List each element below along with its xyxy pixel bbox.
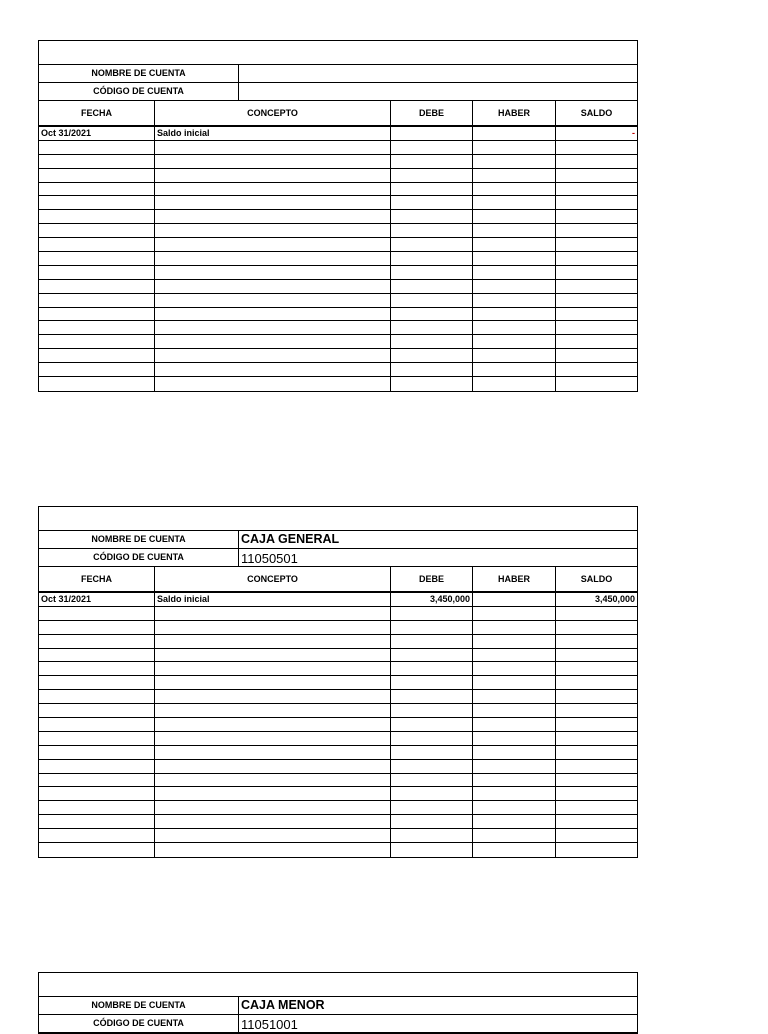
cell-fecha[interactable] bbox=[39, 704, 155, 717]
table-row bbox=[39, 607, 637, 621]
cell-saldo[interactable] bbox=[556, 252, 637, 265]
cell-debe[interactable] bbox=[391, 141, 473, 154]
codigo-row bbox=[39, 83, 637, 101]
cell-debe[interactable] bbox=[391, 718, 473, 731]
table-row bbox=[39, 252, 637, 266]
table-row bbox=[39, 760, 637, 774]
table-row bbox=[39, 843, 637, 857]
cell-fecha[interactable] bbox=[39, 377, 155, 391]
cell-haber[interactable] bbox=[473, 280, 556, 293]
cell-debe[interactable] bbox=[391, 280, 473, 293]
cell-debe[interactable] bbox=[391, 169, 473, 182]
table-row bbox=[39, 774, 637, 788]
codigo-label: CÓDIGO DE CUENTA bbox=[39, 549, 239, 566]
table-row bbox=[39, 676, 637, 690]
cell-haber[interactable] bbox=[473, 746, 556, 759]
cell-concepto[interactable] bbox=[155, 704, 391, 717]
cell-saldo[interactable] bbox=[556, 183, 637, 196]
cell-debe[interactable] bbox=[391, 676, 473, 689]
cell-debe[interactable] bbox=[391, 801, 473, 814]
table-row bbox=[39, 635, 637, 649]
ledger-rows bbox=[39, 127, 637, 391]
cell-debe[interactable] bbox=[391, 649, 473, 662]
cell-concepto[interactable] bbox=[155, 732, 391, 745]
cell-debe[interactable] bbox=[391, 843, 473, 857]
cell-saldo[interactable] bbox=[556, 321, 637, 334]
cell-debe[interactable] bbox=[391, 349, 473, 362]
cell-haber[interactable] bbox=[473, 155, 556, 168]
cell-debe[interactable] bbox=[391, 252, 473, 265]
cell-saldo[interactable] bbox=[556, 718, 637, 731]
cell-concepto[interactable] bbox=[155, 252, 391, 265]
nombre-row bbox=[39, 65, 637, 83]
cell-debe[interactable] bbox=[391, 774, 473, 787]
cell-haber[interactable] bbox=[473, 321, 556, 334]
cell-fecha[interactable] bbox=[39, 224, 155, 237]
cell-debe[interactable] bbox=[391, 815, 473, 828]
cell-saldo[interactable] bbox=[556, 335, 637, 348]
cell-concepto[interactable] bbox=[155, 183, 391, 196]
cell-saldo[interactable] bbox=[556, 349, 637, 362]
cell-saldo[interactable] bbox=[556, 690, 637, 703]
cell-haber[interactable] bbox=[473, 690, 556, 703]
cell-saldo[interactable] bbox=[556, 266, 637, 279]
header-concepto: CONCEPTO bbox=[155, 101, 391, 125]
cell-concepto[interactable] bbox=[155, 280, 391, 293]
cell-haber[interactable] bbox=[473, 377, 556, 391]
cell-saldo[interactable] bbox=[556, 377, 637, 391]
codigo-label: CÓDIGO DE CUENTA bbox=[39, 1015, 239, 1032]
cell-debe[interactable] bbox=[391, 238, 473, 251]
cell-concepto[interactable] bbox=[155, 662, 391, 675]
cell-concepto[interactable] bbox=[155, 607, 391, 620]
cell-debe[interactable] bbox=[391, 321, 473, 334]
ledger-3 bbox=[38, 972, 638, 1034]
ledger-title-row bbox=[39, 507, 637, 531]
cell-haber[interactable] bbox=[473, 294, 556, 307]
cell-saldo[interactable] bbox=[556, 704, 637, 717]
table-row bbox=[39, 363, 637, 377]
cell-fecha[interactable] bbox=[39, 308, 155, 321]
cell-haber[interactable] bbox=[473, 210, 556, 223]
cell-haber[interactable] bbox=[473, 635, 556, 648]
cell-fecha[interactable] bbox=[39, 169, 155, 182]
cell-saldo[interactable] bbox=[556, 635, 637, 648]
header-haber: HABER bbox=[473, 101, 556, 125]
codigo-row bbox=[39, 549, 637, 567]
cell-haber[interactable] bbox=[473, 238, 556, 251]
table-row bbox=[39, 690, 637, 704]
cell-fecha[interactable] bbox=[39, 649, 155, 662]
cell-haber[interactable] bbox=[473, 760, 556, 773]
table-row bbox=[39, 321, 637, 335]
header-fecha: FECHA bbox=[39, 101, 155, 125]
cell-fecha[interactable]: Oct 31/2021 bbox=[39, 127, 155, 140]
cell-concepto[interactable] bbox=[155, 294, 391, 307]
cell-haber[interactable] bbox=[473, 649, 556, 662]
table-row bbox=[39, 621, 637, 635]
table-row bbox=[39, 787, 637, 801]
cell-concepto[interactable] bbox=[155, 760, 391, 773]
cell-fecha[interactable] bbox=[39, 321, 155, 334]
cell-fecha[interactable] bbox=[39, 843, 155, 857]
cell-haber[interactable] bbox=[473, 308, 556, 321]
table-row bbox=[39, 127, 637, 141]
cell-haber[interactable] bbox=[473, 676, 556, 689]
cell-haber[interactable] bbox=[473, 252, 556, 265]
cell-saldo[interactable] bbox=[556, 801, 637, 814]
cell-saldo[interactable] bbox=[556, 662, 637, 675]
nombre-label: NOMBRE DE CUENTA bbox=[39, 997, 239, 1014]
cell-fecha[interactable] bbox=[39, 801, 155, 814]
table-row bbox=[39, 732, 637, 746]
cell-concepto[interactable] bbox=[155, 238, 391, 251]
cell-haber[interactable] bbox=[473, 843, 556, 857]
cell-debe[interactable] bbox=[391, 335, 473, 348]
table-row bbox=[39, 377, 637, 391]
cell-fecha[interactable] bbox=[39, 774, 155, 787]
cell-concepto[interactable] bbox=[155, 335, 391, 348]
column-header-row bbox=[39, 567, 637, 593]
table-row bbox=[39, 141, 637, 155]
cell-debe[interactable] bbox=[391, 127, 473, 140]
cell-fecha[interactable] bbox=[39, 718, 155, 731]
codigo-label: CÓDIGO DE CUENTA bbox=[39, 83, 239, 100]
cell-concepto[interactable] bbox=[155, 196, 391, 209]
cell-fecha[interactable] bbox=[39, 732, 155, 745]
cell-concepto[interactable] bbox=[155, 635, 391, 648]
cell-concepto[interactable] bbox=[155, 676, 391, 689]
cell-debe[interactable] bbox=[391, 662, 473, 675]
cell-haber[interactable] bbox=[473, 141, 556, 154]
cell-saldo[interactable] bbox=[556, 774, 637, 787]
cell-haber[interactable] bbox=[473, 335, 556, 348]
cell-concepto[interactable] bbox=[155, 801, 391, 814]
table-row bbox=[39, 718, 637, 732]
cell-concepto[interactable] bbox=[155, 787, 391, 800]
cell-saldo[interactable] bbox=[556, 210, 637, 223]
cell-fecha[interactable] bbox=[39, 746, 155, 759]
cell-fecha[interactable] bbox=[39, 829, 155, 842]
table-row bbox=[39, 746, 637, 760]
nombre-row bbox=[39, 531, 637, 549]
cell-haber[interactable] bbox=[473, 801, 556, 814]
cell-debe[interactable] bbox=[391, 787, 473, 800]
cell-fecha[interactable] bbox=[39, 662, 155, 675]
cell-saldo[interactable] bbox=[556, 787, 637, 800]
cell-saldo[interactable] bbox=[556, 746, 637, 759]
cell-fecha[interactable] bbox=[39, 252, 155, 265]
table-row bbox=[39, 349, 637, 363]
table-row bbox=[39, 662, 637, 676]
nombre-value[interactable]: CAJA MENOR bbox=[241, 998, 325, 1012]
cell-haber[interactable] bbox=[473, 169, 556, 182]
cell-debe[interactable] bbox=[391, 224, 473, 237]
cell-concepto[interactable] bbox=[155, 690, 391, 703]
table-row bbox=[39, 196, 637, 210]
cell-debe[interactable] bbox=[391, 607, 473, 620]
codigo-row bbox=[39, 1015, 637, 1033]
cell-saldo[interactable] bbox=[556, 649, 637, 662]
cell-concepto[interactable] bbox=[155, 224, 391, 237]
cell-fecha[interactable] bbox=[39, 690, 155, 703]
cell-concepto[interactable] bbox=[155, 266, 391, 279]
cell-haber[interactable] bbox=[473, 183, 556, 196]
cell-saldo[interactable] bbox=[556, 155, 637, 168]
cell-concepto[interactable] bbox=[155, 321, 391, 334]
cell-fecha[interactable] bbox=[39, 621, 155, 634]
cell-concepto[interactable] bbox=[155, 815, 391, 828]
nombre-value[interactable] bbox=[239, 65, 637, 82]
cell-saldo[interactable] bbox=[556, 141, 637, 154]
cell-concepto[interactable] bbox=[155, 718, 391, 731]
cell-haber[interactable] bbox=[473, 127, 556, 140]
ledger-rows bbox=[39, 593, 637, 857]
cell-concepto[interactable] bbox=[155, 210, 391, 223]
table-row bbox=[39, 169, 637, 183]
cell-haber[interactable] bbox=[473, 363, 556, 376]
codigo-value[interactable]: 11051001 bbox=[241, 1017, 298, 1032]
table-row bbox=[39, 266, 637, 280]
cell-concepto[interactable] bbox=[155, 349, 391, 362]
table-row bbox=[39, 829, 637, 843]
ledger-title-row bbox=[39, 41, 637, 65]
cell-saldo[interactable]: - bbox=[632, 128, 635, 138]
cell-saldo[interactable] bbox=[556, 363, 637, 376]
cell-fecha[interactable] bbox=[39, 363, 155, 376]
ledger-1 bbox=[38, 40, 638, 392]
cell-debe[interactable] bbox=[391, 732, 473, 745]
cell-fecha[interactable] bbox=[39, 238, 155, 251]
cell-debe[interactable] bbox=[391, 377, 473, 391]
cell-concepto[interactable] bbox=[155, 746, 391, 759]
cell-debe[interactable]: 3,450,000 bbox=[391, 593, 473, 606]
cell-haber[interactable] bbox=[473, 787, 556, 800]
cell-concepto[interactable] bbox=[155, 169, 391, 182]
cell-fecha[interactable] bbox=[39, 294, 155, 307]
cell-saldo[interactable]: 3,450,000 bbox=[594, 594, 635, 604]
cell-debe[interactable] bbox=[391, 210, 473, 223]
cell-debe[interactable] bbox=[391, 635, 473, 648]
nombre-label: NOMBRE DE CUENTA bbox=[39, 65, 239, 82]
table-row bbox=[39, 183, 637, 197]
table-row bbox=[39, 210, 637, 224]
cell-concepto[interactable] bbox=[155, 141, 391, 154]
cell-fecha[interactable] bbox=[39, 155, 155, 168]
cell-haber[interactable] bbox=[473, 774, 556, 787]
cell-debe[interactable] bbox=[391, 690, 473, 703]
cell-haber[interactable] bbox=[473, 704, 556, 717]
cell-fecha[interactable] bbox=[39, 787, 155, 800]
cell-fecha[interactable] bbox=[39, 210, 155, 223]
cell-fecha[interactable] bbox=[39, 676, 155, 689]
cell-fecha[interactable] bbox=[39, 607, 155, 620]
cell-debe[interactable] bbox=[391, 621, 473, 634]
cell-fecha[interactable] bbox=[39, 280, 155, 293]
cell-fecha[interactable] bbox=[39, 635, 155, 648]
ledger-2 bbox=[38, 506, 638, 858]
cell-fecha[interactable] bbox=[39, 141, 155, 154]
table-row bbox=[39, 704, 637, 718]
cell-fecha[interactable] bbox=[39, 266, 155, 279]
header-debe: DEBE bbox=[391, 101, 473, 125]
cell-debe[interactable] bbox=[391, 704, 473, 717]
table-row bbox=[39, 801, 637, 815]
cell-fecha[interactable] bbox=[39, 196, 155, 209]
cell-haber[interactable] bbox=[473, 662, 556, 675]
cell-fecha[interactable]: Oct 31/2021 bbox=[39, 593, 155, 606]
codigo-value[interactable] bbox=[239, 83, 637, 100]
cell-fecha[interactable] bbox=[39, 349, 155, 362]
cell-debe[interactable] bbox=[391, 196, 473, 209]
cell-concepto[interactable] bbox=[155, 829, 391, 842]
cell-saldo[interactable] bbox=[556, 676, 637, 689]
header-debe: DEBE bbox=[391, 567, 473, 591]
nombre-label: NOMBRE DE CUENTA bbox=[39, 531, 239, 548]
cell-debe[interactable] bbox=[391, 155, 473, 168]
table-row bbox=[39, 649, 637, 663]
cell-saldo[interactable] bbox=[556, 607, 637, 620]
table-row bbox=[39, 224, 637, 238]
cell-debe[interactable] bbox=[391, 183, 473, 196]
cell-saldo[interactable] bbox=[556, 732, 637, 745]
nombre-value[interactable]: CAJA GENERAL bbox=[241, 532, 340, 546]
cell-saldo[interactable] bbox=[556, 224, 637, 237]
cell-debe[interactable] bbox=[391, 363, 473, 376]
cell-debe[interactable] bbox=[391, 308, 473, 321]
table-row bbox=[39, 815, 637, 829]
cell-debe[interactable] bbox=[391, 760, 473, 773]
header-concepto: CONCEPTO bbox=[155, 567, 391, 591]
cell-debe[interactable] bbox=[391, 746, 473, 759]
cell-saldo[interactable] bbox=[556, 238, 637, 251]
cell-concepto[interactable] bbox=[155, 621, 391, 634]
cell-saldo[interactable] bbox=[556, 760, 637, 773]
cell-saldo[interactable] bbox=[556, 815, 637, 828]
cell-concepto[interactable] bbox=[155, 377, 391, 391]
cell-debe[interactable] bbox=[391, 266, 473, 279]
header-haber: HABER bbox=[473, 567, 556, 591]
cell-saldo[interactable] bbox=[556, 169, 637, 182]
table-row bbox=[39, 280, 637, 294]
table-row bbox=[39, 593, 637, 607]
cell-debe[interactable] bbox=[391, 294, 473, 307]
cell-haber[interactable] bbox=[473, 266, 556, 279]
cell-haber[interactable] bbox=[473, 593, 556, 606]
cell-haber[interactable] bbox=[473, 196, 556, 209]
cell-haber[interactable] bbox=[473, 607, 556, 620]
cell-concepto[interactable] bbox=[155, 155, 391, 168]
cell-concepto[interactable] bbox=[155, 363, 391, 376]
cell-fecha[interactable] bbox=[39, 815, 155, 828]
ledger-title-row bbox=[39, 973, 637, 997]
cell-haber[interactable] bbox=[473, 224, 556, 237]
cell-haber[interactable] bbox=[473, 732, 556, 745]
column-header-row bbox=[39, 101, 637, 127]
cell-saldo[interactable] bbox=[556, 829, 637, 842]
header-saldo: SALDO bbox=[580, 108, 613, 118]
cell-concepto[interactable]: Saldo inicial bbox=[155, 593, 391, 606]
table-row bbox=[39, 335, 637, 349]
cell-haber[interactable] bbox=[473, 829, 556, 842]
cell-saldo[interactable] bbox=[556, 308, 637, 321]
table-row bbox=[39, 238, 637, 252]
cell-saldo[interactable] bbox=[556, 196, 637, 209]
table-row bbox=[39, 308, 637, 322]
cell-fecha[interactable] bbox=[39, 335, 155, 348]
cell-concepto[interactable] bbox=[155, 774, 391, 787]
header-saldo: SALDO bbox=[580, 574, 613, 584]
cell-saldo[interactable] bbox=[556, 843, 637, 857]
cell-haber[interactable] bbox=[473, 718, 556, 731]
cell-concepto[interactable] bbox=[155, 308, 391, 321]
cell-fecha[interactable] bbox=[39, 183, 155, 196]
cell-haber[interactable] bbox=[473, 815, 556, 828]
cell-concepto[interactable]: Saldo inicial bbox=[155, 127, 391, 140]
table-row bbox=[39, 294, 637, 308]
cell-concepto[interactable] bbox=[155, 843, 391, 857]
cell-saldo[interactable] bbox=[556, 280, 637, 293]
table-row bbox=[39, 155, 637, 169]
cell-debe[interactable] bbox=[391, 829, 473, 842]
codigo-value[interactable]: 11050501 bbox=[241, 551, 298, 566]
cell-saldo[interactable] bbox=[556, 621, 637, 634]
cell-haber[interactable] bbox=[473, 621, 556, 634]
cell-concepto[interactable] bbox=[155, 649, 391, 662]
cell-saldo[interactable] bbox=[556, 294, 637, 307]
cell-haber[interactable] bbox=[473, 349, 556, 362]
header-fecha: FECHA bbox=[39, 567, 155, 591]
nombre-row bbox=[39, 997, 637, 1015]
cell-fecha[interactable] bbox=[39, 760, 155, 773]
